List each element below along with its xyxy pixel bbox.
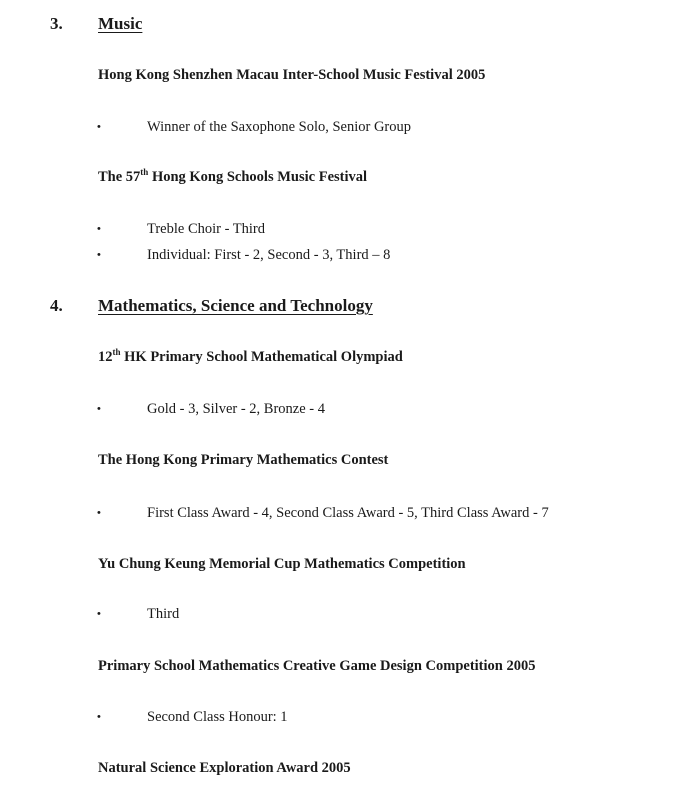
award-heading <box>98 659 535 674</box>
award-heading <box>98 557 466 572</box>
heading-text: The Hong Kong Primary Mathematics Contest <box>98 452 389 468</box>
bullet-icon: • <box>97 223 101 235</box>
bullet-icon: • <box>97 403 101 415</box>
heading-text: HK Primary School Mathematical Olympiad <box>120 349 403 365</box>
award-heading <box>98 347 403 365</box>
award-item: Winner of the Saxophone Solo, Senior Group <box>147 119 412 135</box>
section-title: Music <box>98 14 143 33</box>
heading-text: Yu Chung Keung Memorial Cup Mathematics Competition <box>98 556 466 572</box>
bullet-icon: • <box>97 711 101 723</box>
section-number: 4. <box>50 296 63 315</box>
award-item: Third <box>147 606 180 622</box>
section-number: 3. <box>50 14 63 33</box>
heading-superscript: th <box>140 167 149 178</box>
heading-text: Hong Kong Shenzhen Macau Inter-School Music Festival 2005 <box>98 67 486 83</box>
bullet-icon: • <box>97 507 101 519</box>
heading-text: Natural Science Exploration Award 2005 <box>98 760 351 776</box>
section-title: Mathematics, Science and Technology <box>98 296 373 315</box>
heading-text: 12 <box>98 349 113 365</box>
award-heading <box>98 68 485 83</box>
heading-superscript: th <box>112 347 121 358</box>
bullet-icon: • <box>97 608 101 620</box>
award-heading <box>98 167 368 185</box>
award-item: Individual: First - 2, Second - 3, Third – 8 <box>147 247 391 263</box>
heading-text: Hong Kong Schools Music Festival <box>148 169 368 185</box>
award-item: Gold - 3, Silver - 2, Bronze - 4 <box>147 401 325 417</box>
award-heading <box>98 453 388 468</box>
award-item: First Class Award - 4, Second Class Award - 5, Third Class Award - 7 <box>147 505 549 521</box>
heading-text: Primary School Mathematics Creative Game Design Competition 2005 <box>98 658 536 674</box>
award-item: Second Class Honour: 1 <box>147 709 288 725</box>
bullet-icon: • <box>97 249 101 261</box>
bullet-icon: • <box>97 121 101 133</box>
award-item: Treble Choir - Third <box>147 221 266 237</box>
award-heading <box>98 761 351 776</box>
heading-text: The 57 <box>98 169 141 185</box>
